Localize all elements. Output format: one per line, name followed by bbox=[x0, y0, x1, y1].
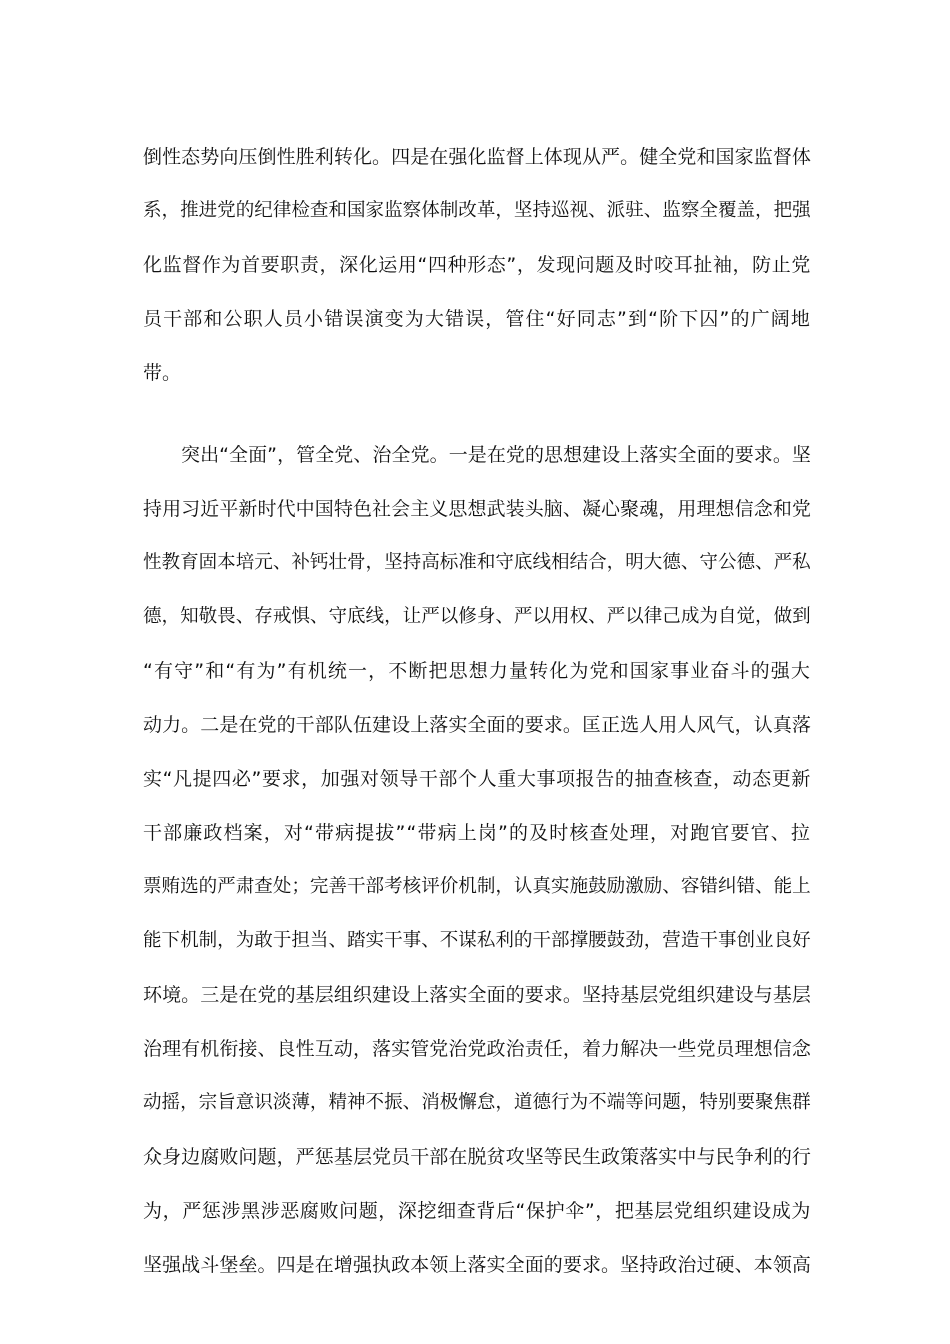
text-line: 持用习近平新时代中国特色社会主义思想武装头脑、凝心聚魂，用理想信念和党 bbox=[143, 498, 811, 520]
text-line: 动力。二是在党的干部队伍建设上落实全面的要求。匡正选人用人风气，认真落 bbox=[143, 714, 811, 736]
text-line: 众身边腐败问题，严惩基层党员干部在脱贫攻坚等民生政策落实中与民争利的行 bbox=[143, 1146, 811, 1168]
text-line: 票贿选的严肃查处；完善干部考核评价机制，认真实施鼓励激励、容错纠错、能上 bbox=[143, 876, 811, 897]
text-line: “有守”和“有为”有机统一，不断把思想力量转化为党和国家事业奋斗的强大 bbox=[143, 660, 811, 682]
text-line: 带。 bbox=[143, 362, 182, 384]
text-line: 倒性态势向压倒性胜利转化。四是在强化监督上体现从严。健全党和国家监督体 bbox=[143, 146, 811, 168]
text-line: 突出“全面”，管全党、治全党。一是在党的思想建设上落实全面的要求。坚 bbox=[181, 444, 811, 466]
text-line: 能下机制，为敢于担当、踏实干事、不谋私利的干部撑腰鼓劲，营造干事创业良好 bbox=[143, 930, 811, 951]
paragraph bbox=[143, 130, 811, 400]
text-line: 动摇，宗旨意识淡薄，精神不振、消极懈怠，道德行为不端等问题，特别要聚焦群 bbox=[143, 1092, 811, 1113]
text-line: 为，严惩涉黑涉恶腐败问题，深挖细查背后“保护伞”，把基层党组织建设成为 bbox=[143, 1200, 811, 1222]
text-line: 员干部和公职人员小错误演变为大错误，管住“好同志”到“阶下囚”的广阔地 bbox=[143, 308, 811, 330]
text-line: 治理有机衔接、良性互动，落实管党治党政治责任，着力解决一些党员理想信念 bbox=[143, 1038, 811, 1060]
text-line: 性教育固本培元、补钙壮骨，坚持高标准和守底线相结合，明大德、守公德、严私 bbox=[143, 552, 811, 573]
document-body bbox=[143, 130, 811, 1292]
text-line: 坚强战斗堡垒。四是在增强执政本领上落实全面的要求。坚持政治过硬、本领高 bbox=[143, 1254, 811, 1276]
text-line: 干部廉政档案，对“带病提拔”“带病上岗”的及时核查处理，对跑官要官、拉 bbox=[143, 822, 811, 844]
text-line: 系，推进党的纪律检查和国家监察体制改革，坚持巡视、派驻、监察全覆盖，把强 bbox=[143, 200, 811, 221]
paragraph-spacer bbox=[143, 400, 811, 428]
text-line: 实“凡提四必”要求，加强对领导干部个人重大事项报告的抽查核查，动态更新 bbox=[143, 768, 811, 790]
text-line: 化监督作为首要职责，深化运用“四种形态”，发现问题及时咬耳扯袖，防止党 bbox=[143, 254, 811, 276]
text-line: 环境。三是在党的基层组织建设上落实全面的要求。坚持基层党组织建设与基层 bbox=[143, 984, 811, 1006]
text-line: 德，知敬畏、存戒惧、守底线，让严以修身、严以用权、严以律己成为自觉，做到 bbox=[143, 606, 811, 627]
paragraph bbox=[143, 428, 811, 1292]
